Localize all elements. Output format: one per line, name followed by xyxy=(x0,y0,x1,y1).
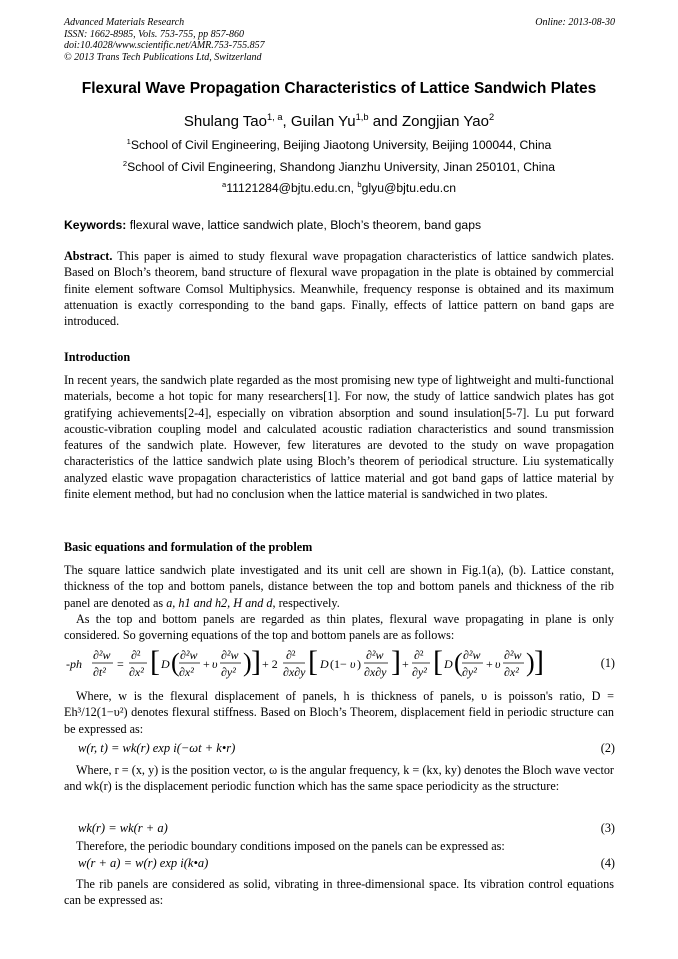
svg-text:∂x²: ∂x² xyxy=(129,665,144,679)
svg-text:): ) xyxy=(526,648,535,677)
svg-text:∂x∂y: ∂x∂y xyxy=(283,665,306,679)
svg-text:[: [ xyxy=(433,645,443,678)
copyright-line: © 2013 Trans Tech Publications Ltd, Switzerland xyxy=(64,51,262,63)
basic-p1-text: The square lattice sandwich plate investigated and its unit cell are shown in Fig.1(a), (b). Lattice constant, thickness of the top and bottom panels, distance between the top and bottom panels and thickness of the rib panel are denoted as xyxy=(64,563,614,610)
svg-text:∂x²: ∂x² xyxy=(179,665,194,679)
svg-text:∂x∂y: ∂x∂y xyxy=(364,665,387,679)
equation-3: wk(r) = wk(r + a) xyxy=(78,821,168,835)
abstract xyxy=(64,248,614,329)
svg-text:]: ] xyxy=(534,645,544,678)
basic-p1-vars: a, h1 and h2, H and d xyxy=(166,595,273,610)
svg-text:(1−: (1− xyxy=(330,657,347,671)
authors-line xyxy=(0,113,678,130)
affiliation-2-text: School of Civil Engineering, Shandong Jianzhu University, Jinan 250101, China xyxy=(127,160,556,174)
basic-p3: Where, w is the flexural displacement of panels, h is thickness of panels, υ is poisson's ratio, D = Eh³/12(1−υ²) denotes flexural stiffness. Based on Bloch’s Theorem, displacement field in periodic structure can be expressed as: xyxy=(64,689,614,736)
author-and: and xyxy=(368,113,402,130)
svg-text:∂y²: ∂y² xyxy=(412,665,427,679)
abstract-text: This paper is aimed to study flexural wave propagation characteristics of lattice sandwich plates. Based on Bloch’s theorem, band structure of flexural wave propagation in the plate is obtained by commercial finite element software Comsol Multiphysics. Meanwhile, frequency response is obtained and its maximum attenuation is exactly corresponding to the band gaps. Finally, effects of lattice pattern on band gaps are introduced. xyxy=(64,249,614,329)
doi-line: doi:10.4028/www.scientific.net/AMR.753-755.857 xyxy=(64,40,265,51)
email-b: glyu@bjtu.edu.cn xyxy=(361,181,456,195)
introduction-text: In recent years, the sandwich plate regarded as the most promising new type of lightweight and multi-functional materials, become a hot topic for many researchers[1]. For now, the study of lattice sandwich plates has got gratifying achievements[2-4], especially on vibration absorption and sound insulation[5-7]. Lu put forward acoustic-vibration coupling model and calculated acoustic radiation characteristics and sound transmission features of the sandwich plate. However, few literatures are devoted to the study on wave propagation characteristics of the lattice sandwich plate using Bloch’s theorem of periodical structure. Liu systematically analyzed elastic wave propagation characteristics of lattice material and got band gaps of lattice material by finite element method, but had no conclusion when the lattice material is sandwiched in two plates. xyxy=(64,373,614,502)
svg-text:∂²w: ∂²w xyxy=(504,648,522,662)
affiliation-1-sup: 1 xyxy=(126,136,131,146)
paper-title: Flexural Wave Propagation Characteristics of Lattice Sandwich Plates xyxy=(81,80,597,97)
svg-text:+ 2: + 2 xyxy=(262,657,278,671)
svg-text:∂²w: ∂²w xyxy=(221,648,239,662)
svg-text:∂²: ∂² xyxy=(414,648,424,662)
svg-text:∂²w: ∂²w xyxy=(180,648,198,662)
abstract-label: Abstract. xyxy=(64,249,113,263)
online-date: Online: 2013-08-30 xyxy=(535,17,615,28)
affiliation-1 xyxy=(0,138,678,152)
equation-3-number: (3) xyxy=(600,821,615,835)
svg-text:∂²: ∂² xyxy=(131,648,141,662)
svg-text:υ: υ xyxy=(212,657,218,671)
svg-text:=: = xyxy=(117,657,124,671)
email-a: 11121284@bjtu.edu.cn, xyxy=(226,181,358,195)
svg-text:+: + xyxy=(486,657,493,671)
svg-text:∂x²: ∂x² xyxy=(504,665,519,679)
basic-p4: Where, r = (x, y) is the position vector, ω is the angular frequency, k = (kx, ky) denotes the Bloch wave vector and wk(r) is the displacement periodic function which has the same space periodicity as the structure: xyxy=(64,763,614,794)
equation-2-number: (2) xyxy=(600,741,615,755)
basic-p1 xyxy=(64,562,614,611)
svg-text:∂t²: ∂t² xyxy=(93,665,106,679)
svg-text:(: ( xyxy=(171,648,180,677)
basic-p5: Therefore, the periodic boundary conditions imposed on the panels can be expressed as: xyxy=(76,839,505,853)
author-1-sup: 1, a xyxy=(267,112,283,122)
basic-p1-end: , respectively. xyxy=(272,595,340,610)
svg-text:): ) xyxy=(243,648,252,677)
affiliation-2-sup: 2 xyxy=(122,158,128,168)
svg-text:υ: υ xyxy=(350,657,356,671)
svg-text:-ph: -ph xyxy=(66,657,82,671)
equation-4-number: (4) xyxy=(600,856,615,870)
keywords-line xyxy=(64,218,481,232)
author-2-sup: 1,b xyxy=(355,112,369,122)
author-sep: , xyxy=(282,113,291,130)
email-a-sup: a xyxy=(222,179,227,189)
basic-p2: As the top and bottom panels are regarded as thin plates, flexural wave propagating in plane is only considered. So governing equations of the top and bottom panels are as follows: xyxy=(64,612,614,643)
svg-text:]: ] xyxy=(251,645,261,678)
affiliation-2 xyxy=(0,160,678,174)
svg-text:(: ( xyxy=(454,648,463,677)
svg-text:D: D xyxy=(444,657,453,671)
svg-text:∂²w: ∂²w xyxy=(93,648,111,662)
author-2: Guilan Yu xyxy=(290,113,356,130)
author-3: Zongjian Yao xyxy=(401,113,489,130)
basic-heading: Basic equations and formulation of the problem xyxy=(64,540,313,554)
keywords-label: Keywords: xyxy=(64,218,127,232)
equation-1 xyxy=(64,645,564,683)
svg-text:∂y²: ∂y² xyxy=(462,665,477,679)
svg-text:D: D xyxy=(161,657,170,671)
svg-text:∂²: ∂² xyxy=(286,648,296,662)
affiliation-1-text: School of Civil Engineering, Beijing Jiaotong University, Beijing 100044, China xyxy=(130,138,552,152)
equation-4: w(r + a) = w(r) exp i(k•a) xyxy=(78,856,209,870)
svg-text:∂²w: ∂²w xyxy=(366,648,384,662)
journal-name: Advanced Materials Research xyxy=(64,17,185,28)
svg-text:[: [ xyxy=(308,645,318,678)
equation-1-number: (1) xyxy=(600,656,615,670)
svg-text:]: ] xyxy=(391,645,401,678)
author-1: Shulang Tao xyxy=(183,113,267,130)
svg-text:∂²w: ∂²w xyxy=(463,648,481,662)
svg-text:D: D xyxy=(320,657,329,671)
svg-text:[: [ xyxy=(150,645,160,678)
equation-2: w(r, t) = wk(r) exp i(−ωt + k•r) xyxy=(78,741,236,755)
keywords-text: flexural wave, lattice sandwich plate, Bloch’s theorem, band gaps xyxy=(126,218,482,232)
basic-p6: The rib panels are considered as solid, vibrating in three-dimensional space. Its vibration control equations can be expressed as: xyxy=(64,877,614,908)
svg-text:): ) xyxy=(357,657,361,671)
author-3-sup: 2 xyxy=(488,112,495,122)
email-b-sup: b xyxy=(357,179,362,189)
svg-text:υ: υ xyxy=(495,657,501,671)
svg-text:+: + xyxy=(402,657,409,671)
emails-line xyxy=(0,181,678,195)
svg-text:∂y²: ∂y² xyxy=(221,665,236,679)
issn-line: ISSN: 1662-8985, Vols. 753-755, pp 857-860 xyxy=(64,28,244,40)
svg-text:+: + xyxy=(203,657,210,671)
introduction-heading: Introduction xyxy=(64,350,131,364)
